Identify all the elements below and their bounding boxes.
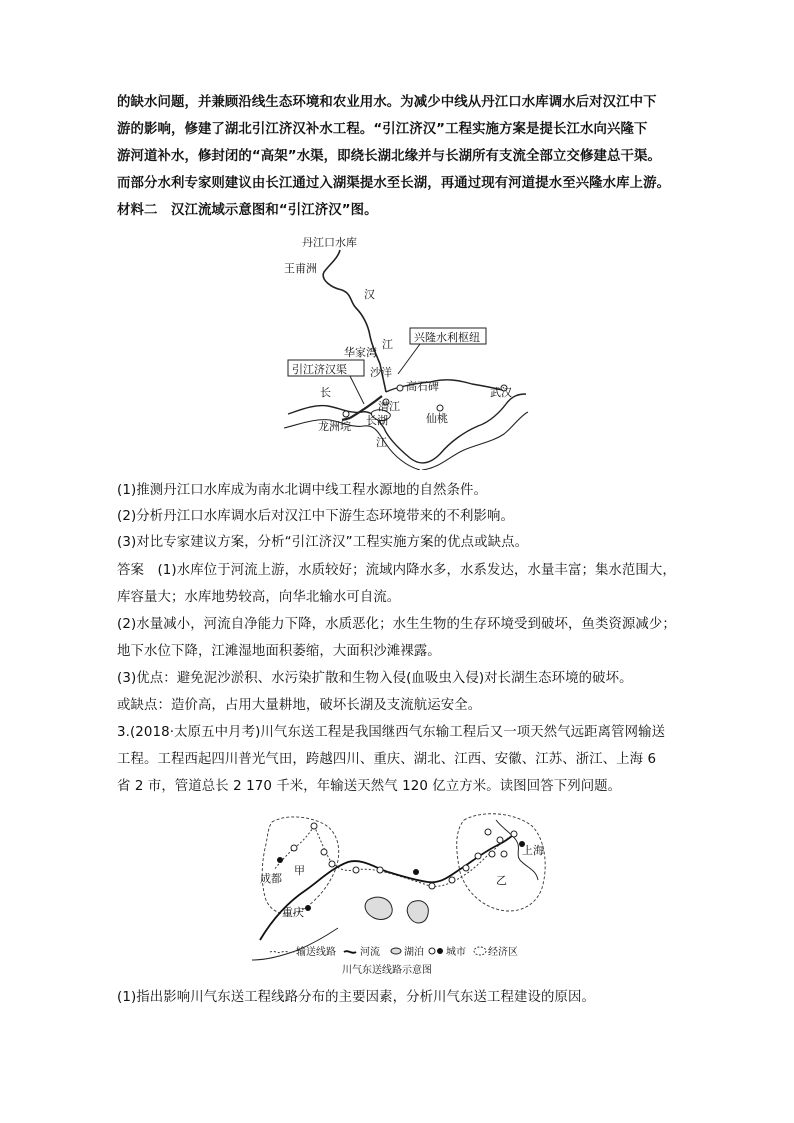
yangtze-bank — [284, 420, 420, 470]
legend-pipeline-symbol — [270, 951, 294, 952]
question-1-1: (1)推测丹江口水库成为南水北调中线工程水源地的自然条件。 — [117, 483, 488, 498]
answer-3-line-1: (3)优点：避免泥沙淤积、水污染扩散和生物入侵(血吸虫入侵)对长湖生态环境的破坏。 — [117, 671, 633, 686]
question-3-intro-line-3: 省 2 市，管道总长 2 170 千米，年输送天然气 120 亿立方米。读图回答下列问题。 — [117, 779, 622, 794]
label-yinjiang: 引江济汉渠 — [292, 363, 347, 376]
label-danjiangkou: 丹江口水库 — [302, 236, 357, 249]
lake-2 — [407, 901, 428, 923]
label-yi: 乙 — [496, 874, 507, 887]
intro-line-3: 游河道补水，修封闭的“高架”水渠，即绕长湖北缘并与长湖所有支流全部立交修建总干渠。 — [117, 149, 661, 164]
label-shayang: 沙洋 — [370, 366, 392, 379]
label-changhu: 长湖 — [366, 414, 388, 427]
question-3-1: (1)指出影响川气东送工程线路分布的主要因素，分析川气东送工程建设的原因。 — [117, 990, 595, 1005]
label-wuhan: 武汉 — [490, 386, 512, 399]
intro-line-1: 的缺水问题，并兼顾沿线生态环境和农业用水。为减少中线从丹江口水库调水后对汉江中下 — [117, 95, 657, 110]
intro-line-2: 游的影响，修建了湖北引江济汉补水工程。“引江济汉”工程实施方案是提长江水向兴隆下 — [117, 122, 648, 137]
label-jiang-2: 江 — [376, 436, 387, 449]
chengdu-dot — [277, 857, 283, 863]
label-xiantao: 仙桃 — [426, 412, 448, 425]
answer-2-line-1: (2)水量减小，河流自净能力下降，水质恶化；水生生物的生存环境受到破坏，鱼类资源减少； — [117, 617, 676, 632]
chongqing-dot — [305, 905, 311, 911]
intro-line-4: 而部分水利专家则建议由长江通过入湖渠提水至长湖，再通过现有河道提水至兴隆水库上游。 — [117, 176, 671, 191]
legend-river: 河流 — [360, 947, 380, 958]
answer-1-line-1: 答案 (1)水库位于河流上游，水质较好；流域内降水多，水系发达，水量丰富；集水范围大， — [117, 563, 676, 578]
label-xinglong: 兴隆水利枢纽 — [414, 331, 480, 344]
legend-lake: 湖泊 — [404, 947, 424, 958]
label-huajiawan: 华家湾 — [344, 346, 377, 359]
label-shanghai: 上海 — [522, 844, 544, 857]
lake-1 — [365, 897, 392, 919]
legend-pipeline: 输送线路 — [296, 947, 336, 958]
label-qianjiang: 潜江 — [378, 400, 400, 413]
answer-3-line-2: 或缺点：造价高，占用大量耕地，破坏长湖及支流航运安全。 — [117, 698, 482, 713]
label-chang: 长 — [320, 386, 331, 399]
longzhouyuan-dot — [343, 411, 349, 417]
legend-lake-symbol — [391, 948, 401, 954]
question-1-2: (2)分析丹江口水库调水后对汉江中下游生态环境带来的不利影响。 — [117, 509, 515, 524]
map-caption: 川气东送线路示意图 — [342, 965, 432, 976]
label-longzhouyuan: 龙洲垸 — [318, 420, 351, 433]
pipeline-map — [252, 810, 552, 980]
gaoshibei-dot — [397, 385, 403, 391]
yangtze-river — [260, 834, 514, 940]
label-jia: 甲 — [294, 864, 305, 877]
label-chongqing: 重庆 — [282, 906, 304, 919]
label-jiang-1: 江 — [382, 338, 393, 351]
answer-1-line-2: 库容量大；水库地势较高，向华北输水可自流。 — [117, 590, 401, 605]
xiantao-dot — [437, 405, 443, 411]
legend-city: 城市 — [446, 947, 466, 958]
label-han: 汉 — [364, 288, 375, 301]
label-wangfuzhou: 王甫洲 — [284, 262, 317, 275]
legend-river-symbol — [344, 951, 356, 953]
label-gaoshibei: 高石碑 — [406, 380, 439, 393]
han-river-lower — [386, 380, 502, 392]
han-river-map — [280, 228, 530, 470]
legend-zone-symbol — [474, 947, 486, 955]
material-2-heading: 材料二 汉江流域示意图和“引江济汉”图。 — [117, 203, 378, 218]
question-3-intro-line-1: 3.(2018·太原五中月考)川气东送工程是我国继西气东输工程后又一项天然气远距离管网输送 — [117, 725, 666, 740]
question-3-intro-line-2: 工程。工程西起四川普光气田，跨越四川、重庆、湖北、江西、安徽、江苏、浙江、上海 6 — [117, 752, 657, 767]
label-chengdu: 成都 — [260, 872, 282, 885]
legend-city-symbol — [437, 948, 443, 954]
legend-zone: 经济区 — [488, 947, 518, 958]
question-1-3: (3)对比专家建议方案，分析“引江济汉”工程实施方案的优点或缺点。 — [117, 535, 529, 550]
answer-2-line-2: 地下水位下降，江滩湿地面积萎缩，大面积沙滩裸露。 — [117, 644, 441, 659]
